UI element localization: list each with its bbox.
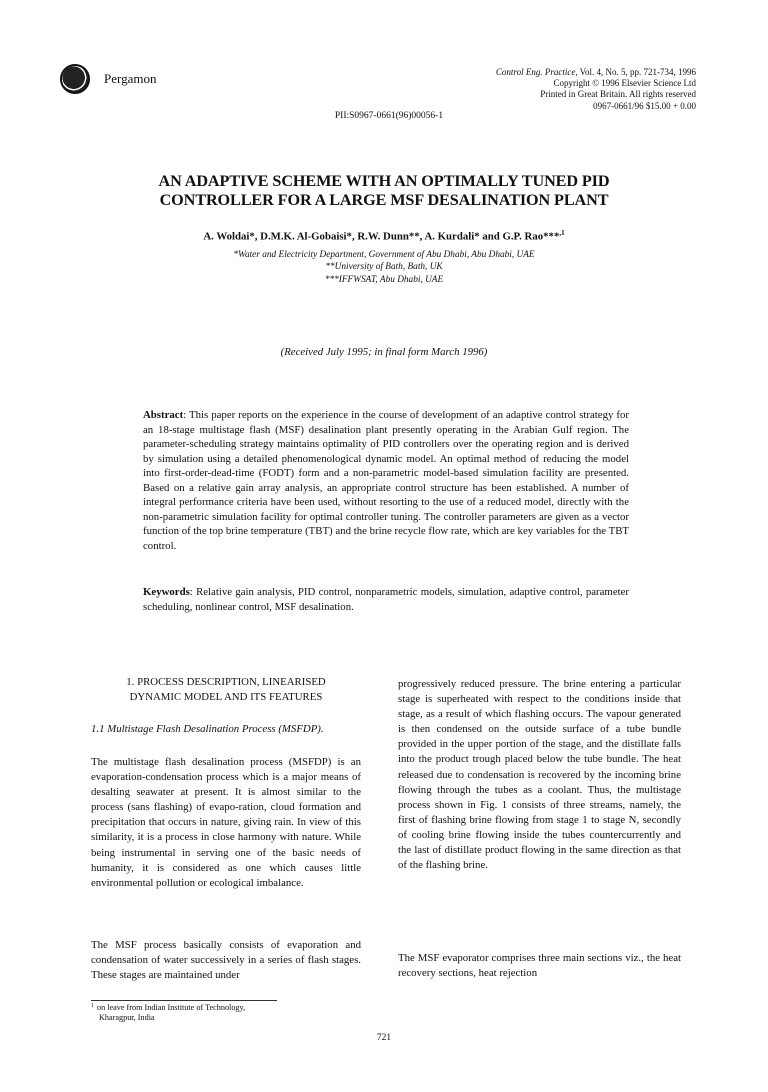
body-paragraph: The MSF process basically consists of evaporation and condensation of water successively in a series of flash stages. These stages are maintained under bbox=[91, 939, 361, 982]
publisher-name: Pergamon bbox=[104, 71, 157, 86]
subsection-heading: 1.1 Multistage Flash Desalination Process (MSFDP). bbox=[91, 723, 324, 735]
pergamon-seal-icon bbox=[60, 64, 90, 94]
title-line-1: AN ADAPTIVE SCHEME WITH AN OPTIMALLY TUNED PID bbox=[158, 172, 610, 190]
affiliation-1: *Water and Electricity Department, Government of Abu Dhabi, Abu Dhabi, UAE bbox=[233, 250, 535, 260]
affiliations bbox=[0, 249, 768, 286]
author-footnote-mark: ,1 bbox=[559, 229, 565, 237]
footnote-line-1: on leave from Indian Institute of Technology, bbox=[97, 1003, 246, 1012]
section-heading-line-2: DYNAMIC MODEL AND ITS FEATURES bbox=[129, 691, 323, 703]
affiliation-3: ***IFFWSAT, Abu Dhabi, UAE bbox=[324, 274, 444, 285]
journal-details: , Vol. 4, No. 5, pp. 721-734, 1996 bbox=[575, 67, 696, 77]
author-names: A. Woldai*, D.M.K. Al-Gobaisi*, R.W. Dunn**, A. Kurdali* and G.P. Rao*** bbox=[203, 230, 560, 243]
title-line-2: CONTROLLER FOR A LARGE MSF DESALINATION PLANT bbox=[159, 191, 609, 209]
body-paragraph: progressively reduced pressure. The brine entering a particular stage is superheated with respect to the conditions inside that stage, as a result of which flashing occurs. The vapour generated is then condensed on the outside surface of a tube bundle provided in the upper portion of the stage, and the distillate falls into the product trough placed below the tube bundle. The heat released due to condensation is recovered by the incoming brine flowing through the tubes as a coolant. Thus, the multistage process shown in Fig. 1 consists of three streams, namely, the first of flashing brine flowing from stage 1 to stage N, secondly of cooling brine flowing inside the tubes countercurrently and the last of distillate product flowing in the same direction as that of the flashing brine. bbox=[398, 678, 681, 872]
abstract bbox=[143, 408, 629, 553]
footnote-divider bbox=[91, 1000, 277, 1001]
publisher-logo bbox=[60, 64, 156, 94]
abstract-text: : This paper reports on the experience in the course of development of an adaptive control strategy for an 18-stage multistage flash (MSF) desalination plant presently operating in the Arabian Gulf region. The parameter-scheduling strategy maintains optimality of PID controllers over the operating region and is derived by simulation using a detailed phenomenological dynamic model. An optimal method of reducing the model into first-order-dead-time (FODT) form and a non-parametric model-based simulation facility are presented. Based on a relative gain array analysis, an appropriate control structure has been established. A number of integral performance criteria have been used, without resorting to the use of a reduced model, directly with the non-parametric simulation facility for optimal controller tuning. The controller parameters are given as a vector function of the top brine temperature (TBT) and the brine recycle flow rate, which are key variables for the TBT control. bbox=[143, 409, 629, 552]
printed-notice: Printed in Great Britain. All rights reserved bbox=[540, 89, 696, 100]
section-heading bbox=[91, 675, 361, 705]
received-dates: (Received July 1995; in final form March 1996) bbox=[280, 346, 488, 358]
copyright: Copyright © 1996 Elsevier Science Ltd bbox=[553, 78, 696, 89]
keywords-text: : Relative gain analysis, PID control, nonparametric models, simulation, adaptive control, parameter scheduling, nonlinear control, MSF desalination. bbox=[143, 586, 629, 613]
paper-title bbox=[0, 172, 768, 210]
journal-citation bbox=[496, 67, 696, 78]
pii: PII:S0967-0661(96)00056-1 bbox=[334, 111, 444, 121]
footnote bbox=[91, 1003, 246, 1022]
issn-price: 0967-0661/96 $15.00 + 0.00 bbox=[593, 100, 696, 111]
abstract-label: Abstract bbox=[143, 409, 184, 421]
body-paragraph: The MSF evaporator comprises three main sections viz., the heat recovery sections, heat rejection bbox=[398, 952, 681, 980]
keywords-label: Keywords bbox=[143, 586, 190, 598]
journal-name: Control Eng. Practice bbox=[495, 67, 576, 77]
body-paragraph: The multistage flash desalination process (MSFDP) is an evaporation-condensation process which is a major means of desalting seawater at present. It is almost similar to the process (sans flashing) of evapo-ration, cloud formation and precipitation that occurs in nature, giving rain. In view of this similarity, it is a process in close harmony with nature. While being instrumental in serving one of the basic needs of humanity, it is considered as one which causes little environmental pollution or ecological imbalance. bbox=[91, 756, 361, 889]
keywords bbox=[143, 585, 629, 614]
affiliation-2: **University of Bath, Bath, UK bbox=[325, 262, 443, 273]
journal-info bbox=[496, 67, 696, 112]
footnote-mark: 1 bbox=[91, 1003, 94, 1009]
footnote-line-2: Kharagpur, India bbox=[99, 1012, 155, 1022]
authors bbox=[0, 229, 768, 243]
page-number: 721 bbox=[376, 1033, 392, 1043]
section-heading-line-1: 1. PROCESS DESCRIPTION, LINEARISED bbox=[126, 676, 326, 688]
